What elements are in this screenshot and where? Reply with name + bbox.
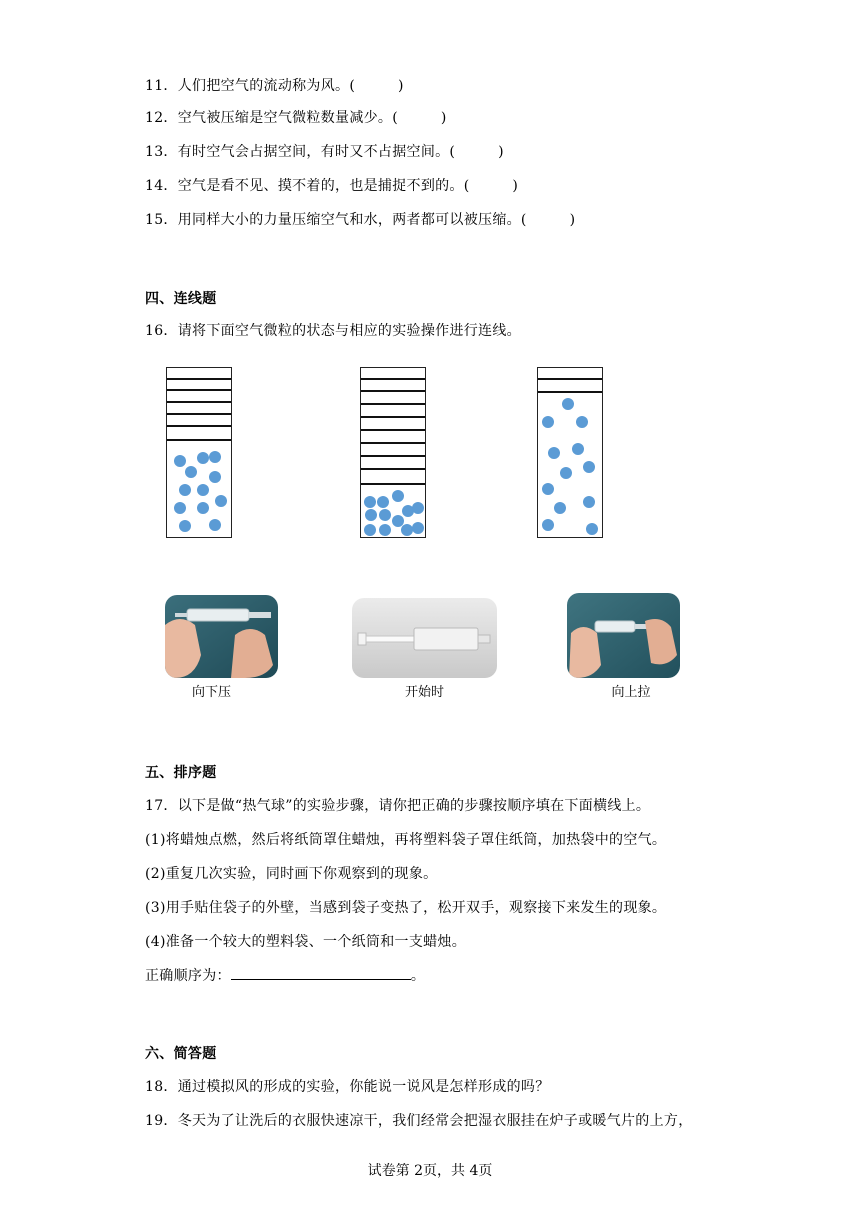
cylinder-3-svg — [538, 368, 602, 537]
question-15: 15．用同样大小的力量压缩空气和水，两者都可以被压缩。( ) — [145, 212, 576, 228]
cylinder-diagram-3 — [537, 367, 603, 538]
question-14: 14．空气是看不见、摸不着的，也是捕捉不到的。( ) — [145, 178, 519, 194]
answer-prefix: 正确顺序为： — [145, 968, 231, 984]
answer-suffix: 。 — [410, 968, 426, 984]
step-1: (1)将蜡烛点燃，然后将纸筒罩住蜡烛，再将塑料袋子罩住纸筒，加热袋中的空气。 — [145, 832, 667, 848]
question-13: 13．有时空气会占据空间，有时又不占据空间。( ) — [145, 144, 504, 160]
question-19: 19．冬天为了让洗后的衣服快速凉干，我们经常会把湿衣服挂在炉子或暖气片的上方， — [145, 1113, 693, 1129]
syringe-push-image — [165, 595, 278, 678]
syringe-pull-image — [567, 593, 680, 678]
step-4: (4)准备一个较大的塑料袋、一个纸筒和一支蜡烛。 — [145, 934, 467, 950]
caption-initial: 开始时 — [404, 685, 444, 700]
answer-line — [145, 965, 425, 985]
section-heading-matching: 四、连线题 — [145, 291, 217, 307]
section-heading-short-answer: 六、简答题 — [145, 1046, 217, 1062]
answer-blank[interactable] — [231, 967, 411, 980]
question-16: 16．请将下面空气微粒的状态与相应的实验操作进行连线。 — [145, 323, 521, 339]
step-2: (2)重复几次实验，同时画下你观察到的现象。 — [145, 866, 438, 882]
cylinder-2-svg — [361, 368, 425, 537]
cylinder-1-svg — [167, 368, 231, 537]
caption-push-down: 向下压 — [191, 685, 231, 700]
question-11: 11．人们把空气的流动称为风。( ) — [145, 78, 404, 94]
photo-pull-up — [567, 593, 680, 678]
caption-pull-up: 向上拉 — [611, 685, 651, 700]
section-heading-ordering: 五、排序题 — [145, 765, 217, 781]
photo-initial — [352, 598, 497, 678]
page-footer: 试卷第 2页，共 4页 — [367, 1163, 493, 1179]
syringe-rest-image — [352, 598, 497, 678]
cylinder-diagram-2 — [360, 367, 426, 538]
cylinder-diagram-1 — [166, 367, 232, 538]
step-3: (3)用手贴住袋子的外壁，当感到袋子变热了，松开双手，观察接下来发生的现象。 — [145, 900, 667, 916]
question-17: 17．以下是做“热气球”的实验步骤，请你把正确的步骤按顺序填在下面横线上。 — [145, 798, 651, 814]
photo-push-down — [165, 595, 278, 678]
question-12: 12．空气被压缩是空气微粒数量减少。( ) — [145, 110, 447, 126]
question-18: 18．通过模拟风的形成的实验，你能说一说风是怎样形成的吗？ — [145, 1079, 550, 1095]
